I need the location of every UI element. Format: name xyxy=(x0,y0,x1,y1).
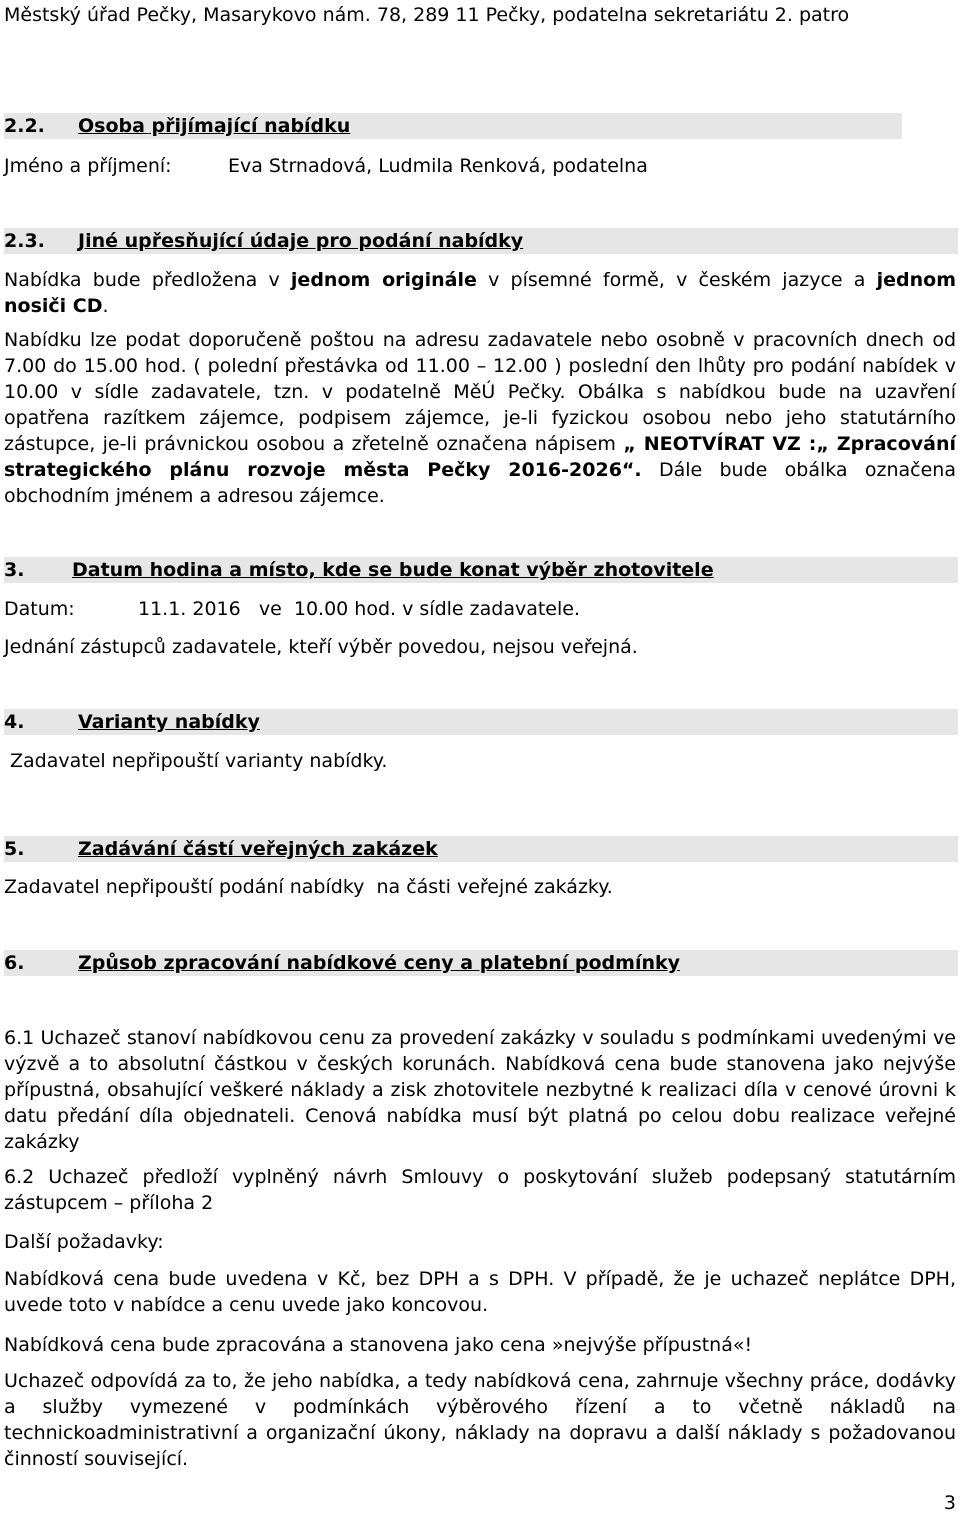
section-heading-2-2 xyxy=(4,113,902,139)
section-heading-2-3 xyxy=(4,228,958,254)
further-requirements-label: Další požadavky: xyxy=(4,1231,164,1253)
section-title: Datum hodina a místo, kde se bude konat výběr zhotovitele xyxy=(72,559,714,581)
section-number: 2.3. xyxy=(4,230,45,252)
section-number: 3. xyxy=(4,559,25,581)
document-page xyxy=(4,0,958,1521)
name-value: Eva Strnadová, Ludmila Renková, podatelna xyxy=(228,155,648,177)
section-heading-6 xyxy=(4,950,958,976)
submission-method-paragraph: Nabídku lze podat doporučeně poštou na adresu zadavatele nebo osobně v pracovních dnech od 7.00 do 15.00 hod. ( polední přestávka od 11.00 – 12.00 ) poslední den lhůty pro podání nabídek v 10.00 v sídle zadavatele, tzn. v podatelně MěÚ Pečky. Obálka s nabídkou bude na uzavření opatřena razítkem zájemce, podpisem zájemce, je-li fyzickou osobou nebo jeho statutárního zástupce, je-li právnickou osobou a zřetelně označena nápisem „ NEOTVÍRAT VZ :„ Zpracování strategického plánu rozvoje města Pečky 2016-2026“. Dále bude obálka označena obchodním jménem a adresou zájemce. xyxy=(4,329,956,507)
section-title: Jiné upřesňující údaje pro podání nabídky xyxy=(78,230,524,252)
variants-note: Zadavatel nepřipouští varianty nabídky. xyxy=(10,750,388,772)
max-price-paragraph: Nabídková cena bude zpracována a stanovena jako cena »nejvýše přípustná«! xyxy=(4,1334,753,1356)
section-title: Varianty nabídky xyxy=(78,711,260,733)
section-heading-4 xyxy=(4,709,958,735)
section-heading-3 xyxy=(4,557,958,583)
section-number: 5. xyxy=(4,838,25,860)
section-number: 2.2. xyxy=(4,115,45,137)
submission-form-paragraph: Nabídka bude předložena v jednom originále v písemné formě, v českém jazyce a jednom nosiči CD. xyxy=(4,269,957,317)
section-title: Zadávání částí veřejných zakázek xyxy=(78,838,438,860)
meeting-note: Jednání zástupců zadavatele, kteří výběr povedou, nejsou veřejná. xyxy=(4,636,638,658)
parts-note: Zadavatel nepřipouští podání nabídky na části veřejné zakázky. xyxy=(4,876,613,898)
section-heading-5 xyxy=(4,836,958,862)
date-label: Datum: xyxy=(4,598,75,620)
price-currency-paragraph: Nabídková cena bude uvedena v Kč, bez DPH a s DPH. V případě, že je uchazeč neplátce DPH, uvede toto v nabídce a cenu uvede jako koncovou. xyxy=(4,1268,956,1316)
date-value: 11.1. 2016 ve 10.00 hod. v sídle zadavatele. xyxy=(138,598,580,620)
section-number: 4. xyxy=(4,711,25,733)
paragraph-6-2: 6.2 Uchazeč předloží vyplněný návrh Smlouvy o poskytování služeb podepsaný statutárním zástupcem – příloha 2 xyxy=(4,1166,956,1214)
name-label: Jméno a příjmení: xyxy=(4,155,172,177)
responsibility-paragraph: Uchazeč odpovídá za to, že jeho nabídka, a tedy nabídková cena, zahrnuje všechny práce, dodávky a služby vymezené v podmínkách výběrového řízení a to včetně nákladů na technickoadministrativní a organizační úkony, náklady na dopravu a další náklady s požadovanou činností související. xyxy=(4,1370,956,1470)
page-number: 3 xyxy=(943,1492,956,1514)
header-address-line: Městský úřad Pečky, Masarykovo nám. 78, 289 11 Pečky, podatelna sekretariátu 2. patro xyxy=(4,4,850,26)
section-title: Osoba přijímající nabídku xyxy=(78,115,351,137)
paragraph-6-1: 6.1 Uchazeč stanoví nabídkovou cenu za provedení zakázky v souladu s podmínkami uvedenými ve výzvě a to absolutní částkou v českých korunách. Nabídková cena bude stanovena jako nejvýše přípustná, obsahující veškeré náklady a zisk zhotovitele nezbytné k realizaci díla v cenové úrovni k datu předání díla objednateli. Cenová nabídka musí být platná po celou dobu realizace veřejné zakázky xyxy=(4,1027,956,1153)
section-title: Způsob zpracování nabídkové ceny a platební podmínky xyxy=(78,952,681,974)
section-number: 6. xyxy=(4,952,25,974)
